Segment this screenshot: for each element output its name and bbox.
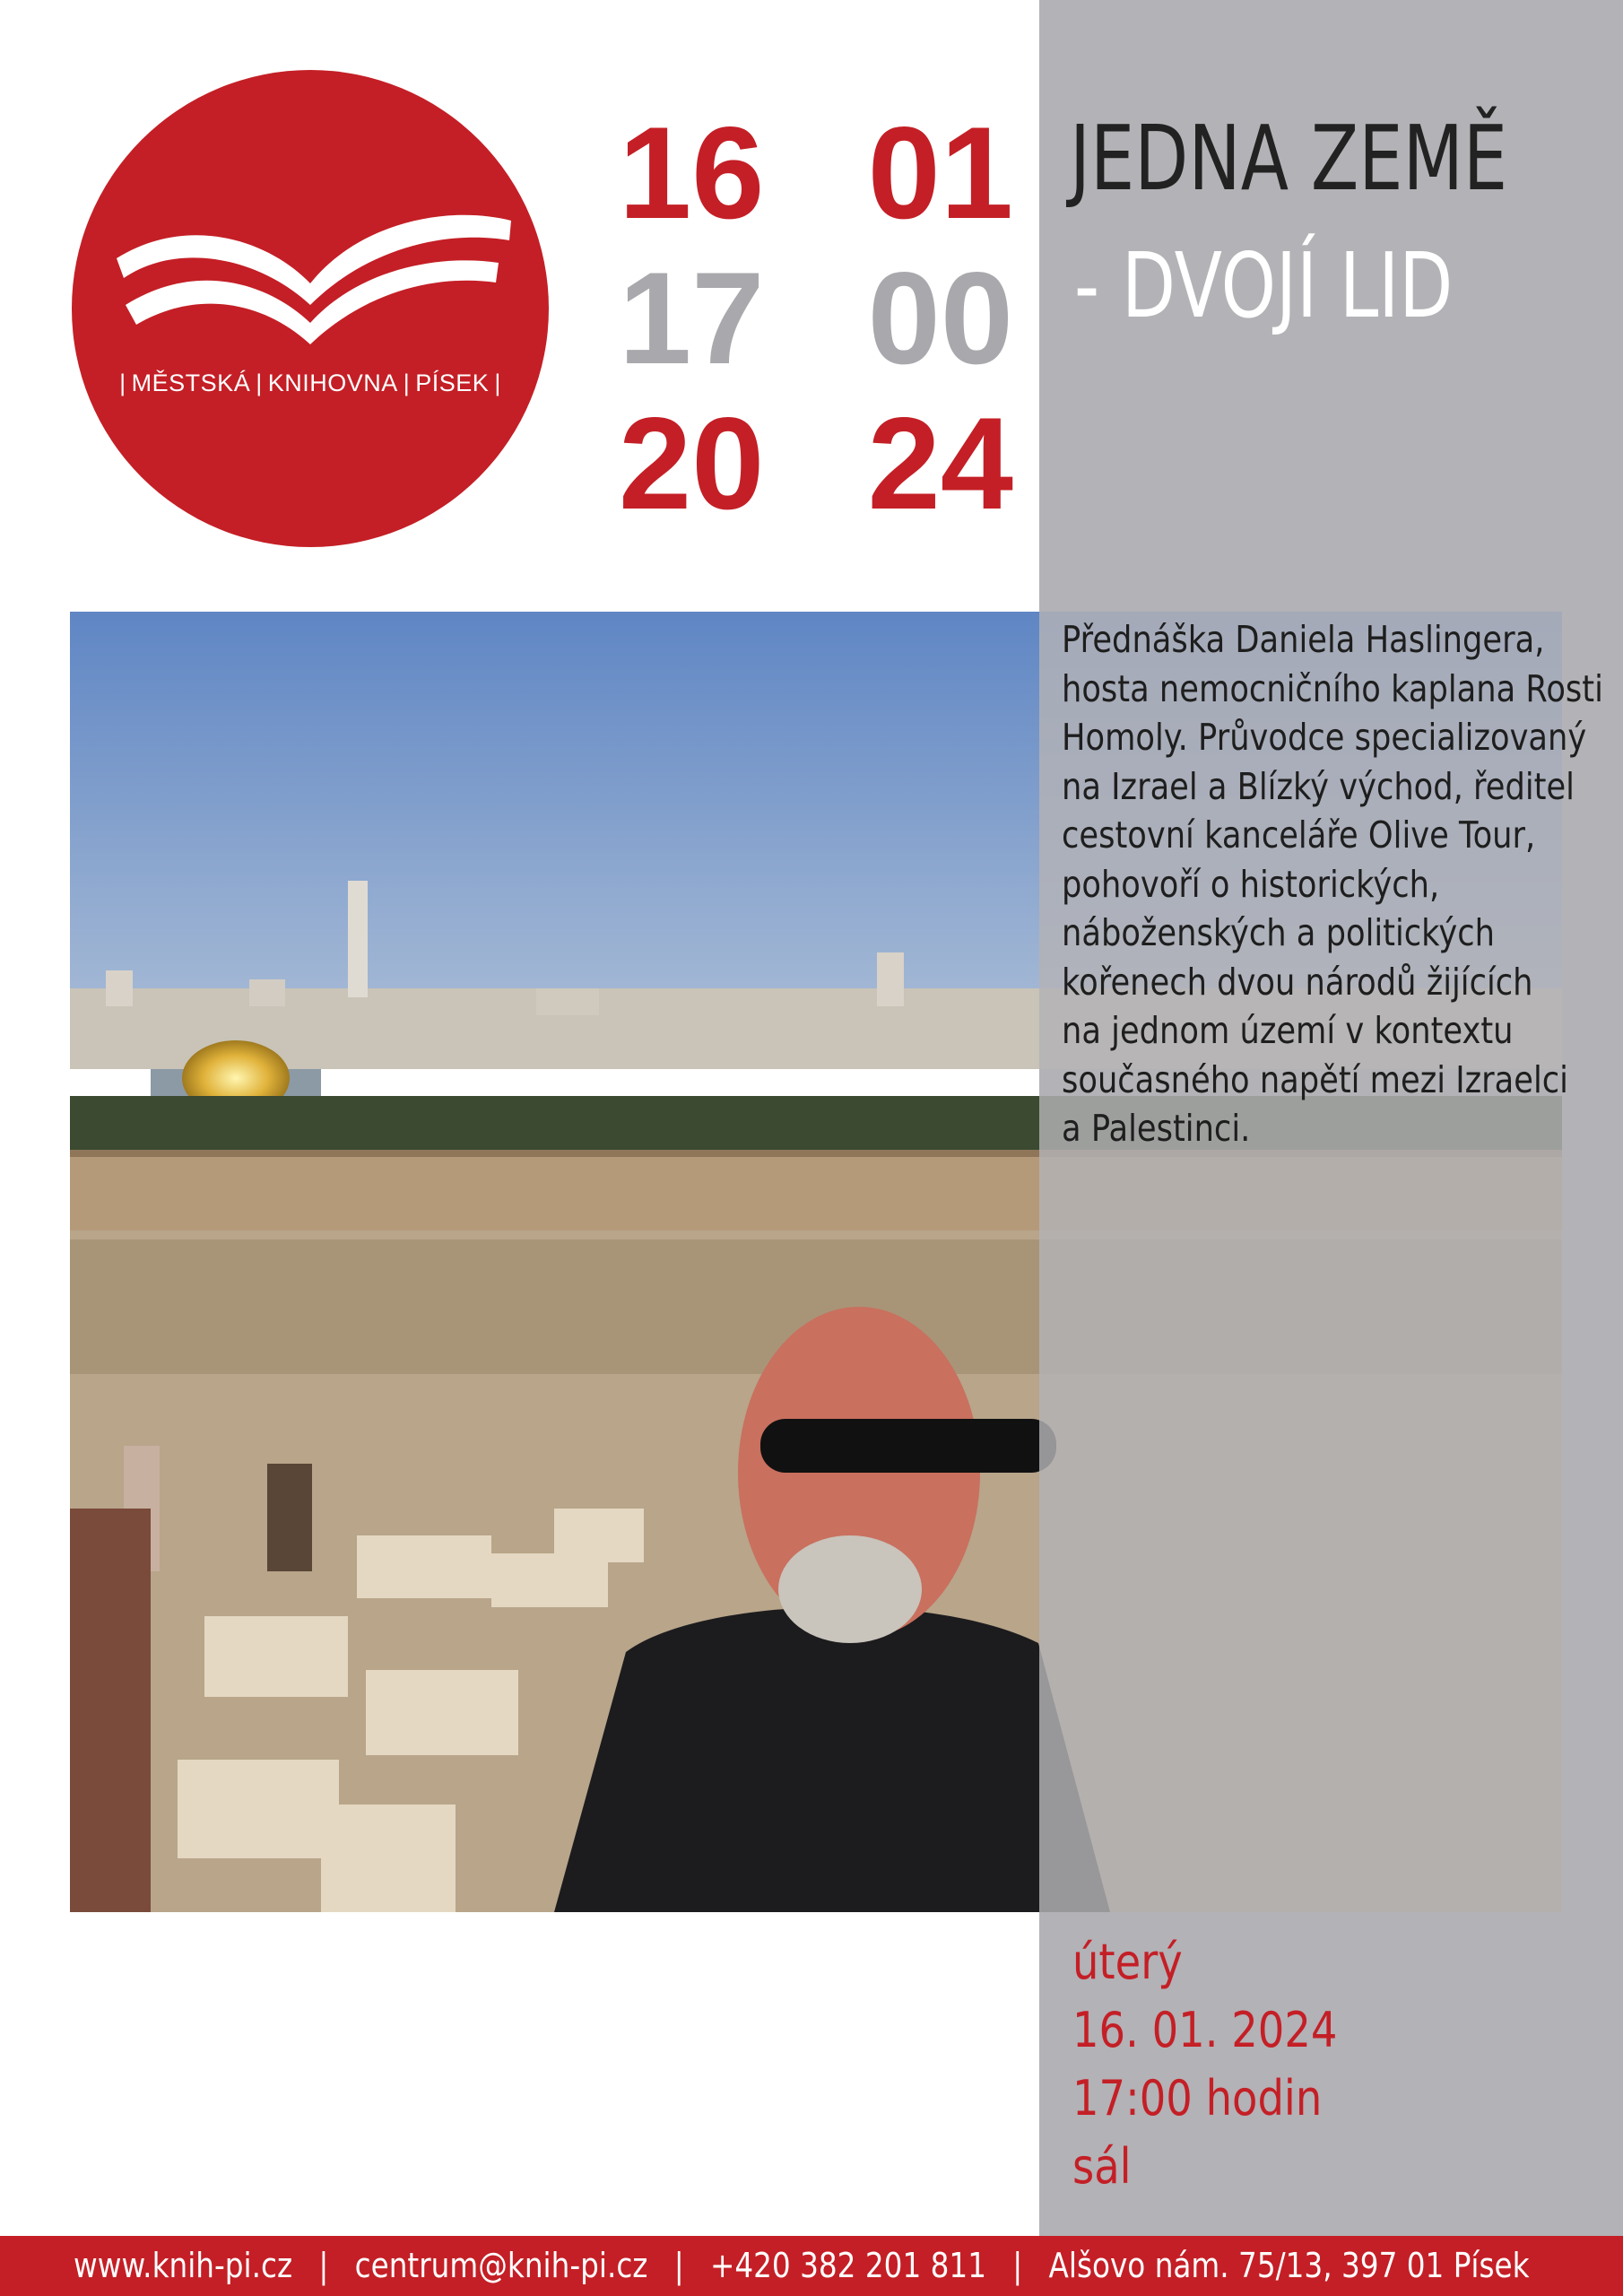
event-day: úterý xyxy=(1072,1934,1183,1990)
description-line: kořenech dvou národů žijících xyxy=(1062,960,1533,1004)
time-minutes: 00 xyxy=(867,245,1013,391)
date-row-year xyxy=(619,391,1013,536)
description-line: a Palestinci. xyxy=(1062,1107,1251,1150)
event-title-line1: JEDNA ZEMĚ xyxy=(1070,106,1508,211)
description-line: Přednáška Daniela Haslingera, xyxy=(1062,618,1545,661)
logo-word-pisek: PÍSEK xyxy=(415,370,490,396)
library-logo xyxy=(72,70,549,547)
logo-word-knihovna: KNIHOVNA xyxy=(267,370,398,396)
date-row-day-month xyxy=(619,100,1013,246)
description-line: Homoly. Průvodce specializovaný xyxy=(1062,716,1587,759)
footer-separator: | xyxy=(673,2246,684,2285)
event-place: sál xyxy=(1072,2138,1132,2195)
description-line: náboženských a politických xyxy=(1062,911,1495,954)
description-line: cestovní kanceláře Olive Tour, xyxy=(1062,813,1536,857)
description-line: pohovoří o historických, xyxy=(1062,862,1440,906)
year-first-half: 20 xyxy=(619,390,765,536)
logo-caption: | MĚSTSKÁ | KNIHOVNA | PÍSEK | xyxy=(119,370,501,396)
event-time: 17:00 hodin xyxy=(1072,2070,1323,2126)
footer-email-link[interactable]: centrum@knih-pi.cz xyxy=(354,2246,648,2285)
footer-website-link[interactable]: www.knih-pi.cz xyxy=(74,2246,293,2285)
event-details xyxy=(1072,1928,1337,2201)
logo-word-mestska: MĚSTSKÁ xyxy=(131,370,251,396)
footer-separator: | xyxy=(1012,2246,1023,2285)
contact-footer xyxy=(0,2236,1623,2296)
description-line: hosta nemocničního kaplana Rosti xyxy=(1062,666,1603,710)
description-line: současného napětí mezi Izraelci xyxy=(1062,1057,1568,1101)
description-line: na jednom území v kontextu xyxy=(1062,1009,1514,1052)
event-date: 16. 01. 2024 xyxy=(1072,2002,1338,2058)
time-hours: 17 xyxy=(619,245,765,391)
event-title-line2: - DVOJÍ LID xyxy=(1074,233,1454,338)
footer-separator: | xyxy=(318,2246,329,2285)
footer-address: Alšovo nám. 75/13, 397 01 Písek xyxy=(1048,2246,1530,2285)
date-row-time xyxy=(619,246,1013,391)
event-description xyxy=(1062,615,1603,1153)
date-day: 16 xyxy=(619,100,765,246)
year-second-half: 24 xyxy=(867,390,1013,536)
open-book-icon xyxy=(72,70,549,547)
date-block xyxy=(619,100,1013,536)
footer-phone[interactable]: +420 382 201 811 xyxy=(709,2246,987,2285)
description-line: na Izrael a Blízký východ, ředitel xyxy=(1062,764,1575,808)
date-month: 01 xyxy=(867,100,1013,246)
